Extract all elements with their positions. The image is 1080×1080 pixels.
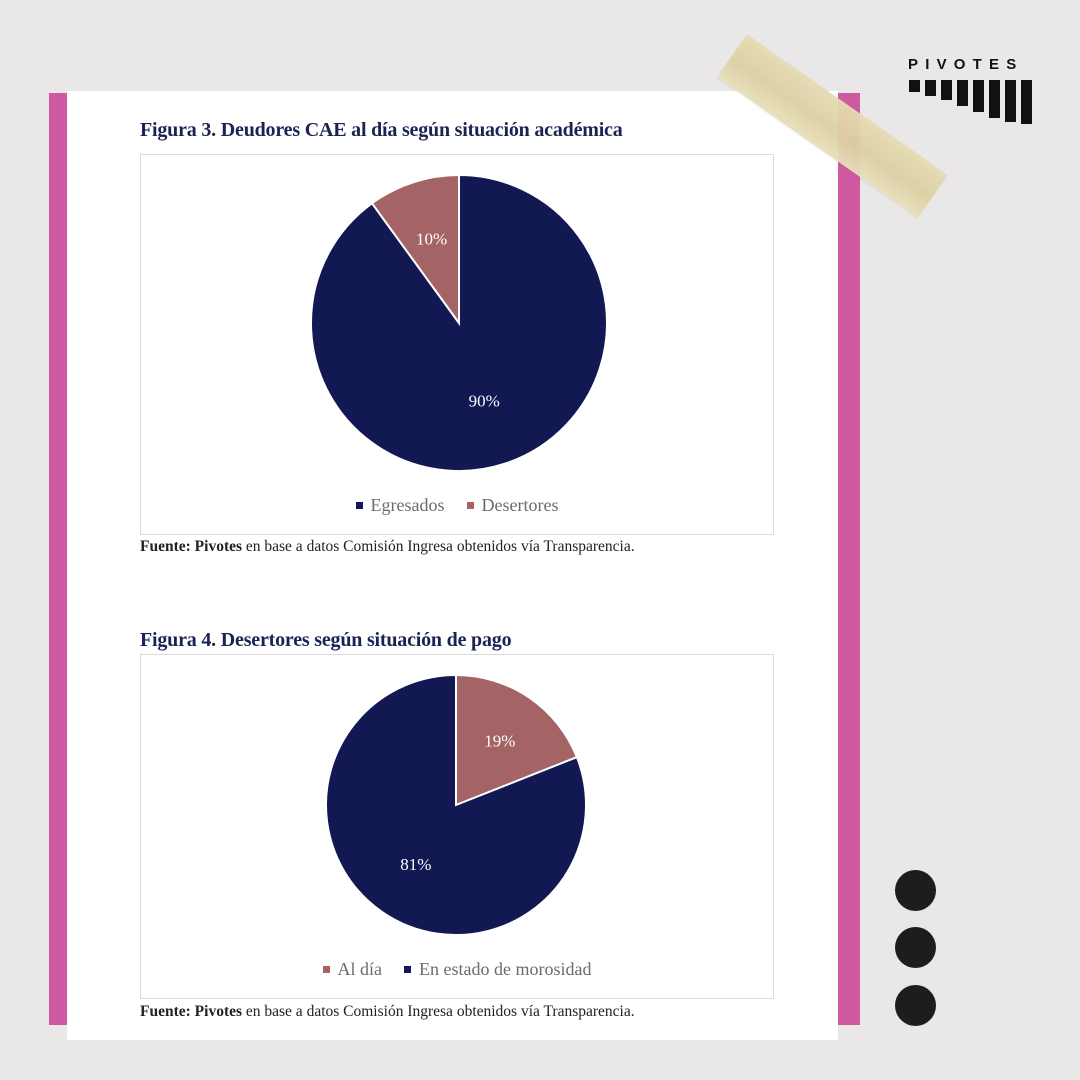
figure-4-legend [141,959,773,980]
figure-4-chart [140,654,774,999]
pie-label-al-dia: 19% [484,731,516,751]
pie-label-egresados: 90% [468,391,500,411]
figure-3-chart [140,154,774,535]
page-dots [895,870,937,1030]
legend-swatch-egresados [356,502,363,509]
dot-2 [895,927,936,968]
source-bold: Fuente: Pivotes [140,538,243,555]
source-bold: Fuente: Pivotes [140,1003,243,1020]
legend-item-egresados [356,495,445,516]
legend-label-al-dia: Al día [337,959,383,979]
legend-swatch-al-dia [323,966,330,973]
legend-swatch-desertores [467,502,474,509]
legend-swatch-morosidad [404,966,411,973]
legend-label-egresados: Egresados [370,495,445,515]
legend-label-morosidad: En estado de morosidad [419,959,592,979]
pivotes-logo [908,56,1038,128]
pie-label-en-estado-de-morosidad: 81% [400,855,432,875]
legend-item-desertores [467,495,559,516]
figure-3-source [140,538,635,556]
logo-text: PIVOTES [908,56,1024,73]
legend-item-al-dia [323,959,383,980]
dot-3 [895,985,936,1026]
figure-3-title: Figura 3. Deudores CAE al día según situación académica [140,119,623,141]
figure-3-legend [141,495,773,516]
logo-bars-icon [908,56,1038,128]
pie-label-desertores: 10% [415,229,448,249]
dot-1 [895,870,936,911]
figure-4-title: Figura 4. Desertores según situación de pago [140,629,512,651]
source-rest: en base a datos Comisión Ingresa obtenidos vía Transparencia. [242,1003,635,1020]
legend-label-desertores: Desertores [481,495,559,515]
figure-4-pie [141,655,775,1000]
legend-item-morosidad [404,959,591,980]
source-rest: en base a datos Comisión Ingresa obtenidos vía Transparencia. [242,538,635,555]
figure-3-pie [141,155,775,536]
figure-4-source [140,1003,635,1021]
